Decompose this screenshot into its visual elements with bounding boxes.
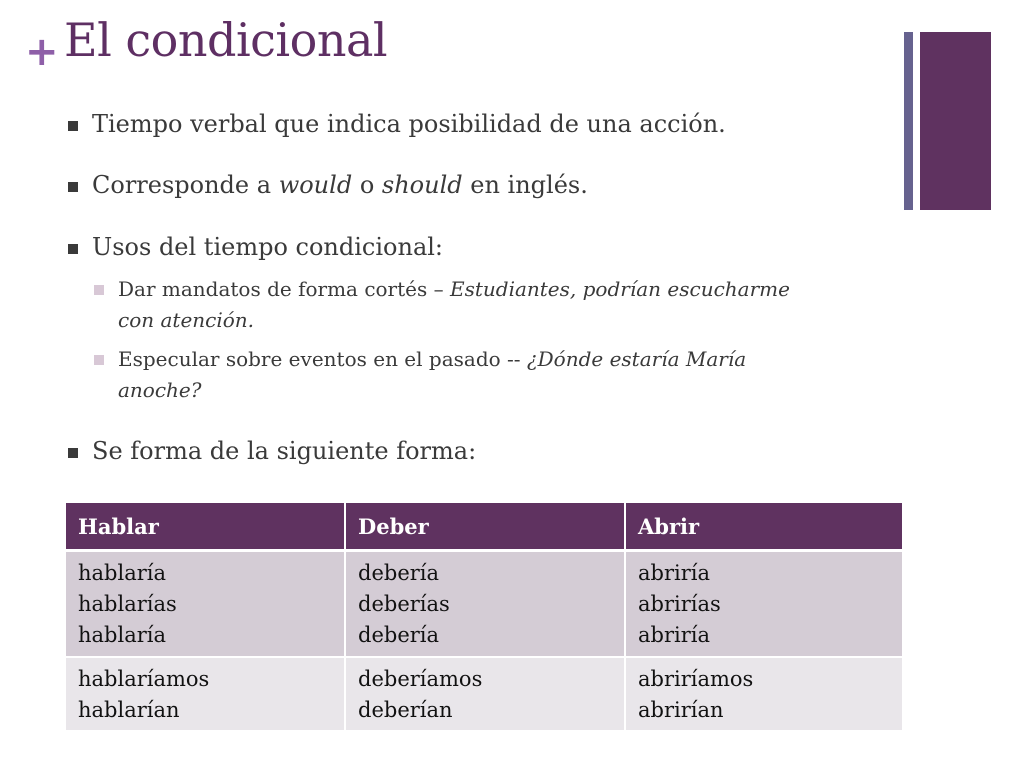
table-header-hablar: Hablar	[66, 503, 345, 551]
conjugation-form: abriríamos	[638, 667, 754, 691]
bullet-square-icon	[68, 121, 78, 131]
conjugation-form: deberían	[358, 698, 453, 722]
table-cell	[625, 657, 902, 730]
bullet-square-icon	[68, 182, 78, 192]
accent-bar-thin	[904, 32, 913, 210]
conjugation-form: hablaría	[78, 561, 166, 585]
conjugation-form: hablarían	[78, 698, 180, 722]
sub-bullet-square-icon	[94, 285, 104, 295]
conjugation-form: debería	[358, 623, 440, 647]
conjugation-form: debería	[358, 561, 440, 585]
conjugation-form: abrirías	[638, 592, 721, 616]
sub-bullet-text: Especular sobre eventos en el pasado -- ¿Dónde estaría María anoche?	[118, 347, 747, 402]
accent-bar-thick	[920, 32, 991, 210]
conjugation-form: abriría	[638, 561, 710, 585]
conjugation-form: abriría	[638, 623, 710, 647]
conjugation-form: deberías	[358, 592, 450, 616]
bullet-text: Se forma de la siguiente forma:	[92, 437, 477, 465]
slide-title: El condicional	[64, 13, 388, 67]
table-header-deber: Deber	[345, 503, 625, 551]
bullet-square-icon	[68, 448, 78, 458]
table-row	[66, 657, 902, 730]
plus-icon: +	[25, 29, 59, 75]
conjugation-form: deberíamos	[358, 667, 483, 691]
bullet-text: Tiempo verbal que indica posibilidad de una acción.	[92, 110, 726, 138]
bullet-square-icon	[68, 244, 78, 254]
conjugation-form: hablaríamos	[78, 667, 210, 691]
table-cell	[345, 551, 625, 658]
table-cell	[345, 657, 625, 730]
table-cell	[66, 551, 345, 658]
bullet-text: Corresponde a would o should en inglés.	[92, 171, 588, 199]
table-header-abrir: Abrir	[625, 503, 902, 551]
table-header-row	[66, 503, 902, 551]
conjugation-form: abrirían	[638, 698, 724, 722]
bullet-text: Usos del tiempo condicional:	[92, 233, 444, 261]
table-row	[66, 551, 902, 658]
sub-bullet-square-icon	[94, 355, 104, 365]
conjugation-table	[66, 503, 902, 730]
conjugation-form: hablaría	[78, 623, 166, 647]
sub-bullet-text: Dar mandatos de forma cortés – Estudiantes, podrían escucharme con atención.	[118, 277, 790, 332]
table-cell	[625, 551, 902, 658]
table-cell	[66, 657, 345, 730]
conjugation-form: hablarías	[78, 592, 177, 616]
